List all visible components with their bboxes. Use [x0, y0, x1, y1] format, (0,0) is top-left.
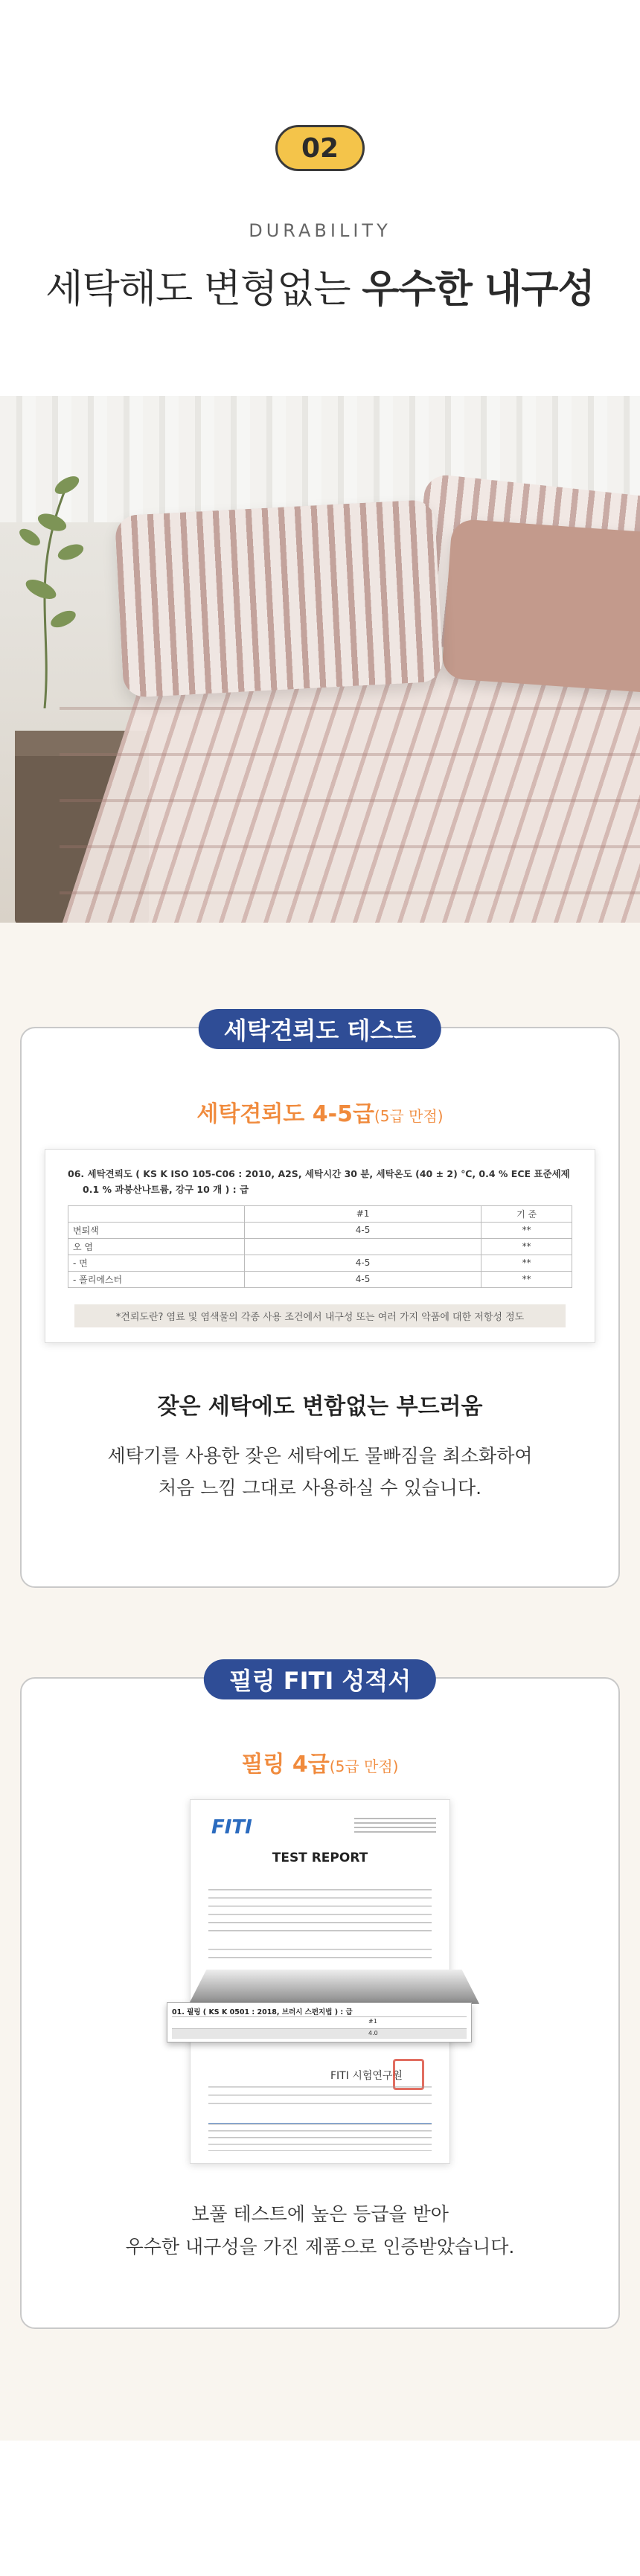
peel-value: 4.0: [368, 2030, 378, 2037]
solid-pillow: [441, 519, 640, 693]
wash-test-body: [22, 1440, 618, 1505]
report-title: TEST REPORT: [272, 1851, 368, 1865]
table-row: [68, 1271, 572, 1287]
peel-value: #1: [368, 2018, 377, 2025]
table-header: 기 준: [481, 1205, 572, 1222]
report-footer: [208, 2123, 432, 2151]
fiti-logo: FITI: [211, 1816, 252, 1839]
report-institute: FITI 시험연구원: [330, 2070, 403, 2082]
section-title-bold: 우수한 내구성: [362, 267, 595, 312]
product-photo: [0, 396, 640, 923]
section-number-badge: 02: [275, 125, 365, 171]
section-title-light: 세탁해도 변형없는: [45, 267, 351, 312]
peel-row: [172, 2028, 467, 2039]
pilling-test-grade-value: 필링 4급: [241, 1752, 330, 1778]
pilling-test-grade-note: (5급 만점): [329, 1758, 399, 1775]
wash-test-grade-value: 세탁견뢰도 4-5급: [196, 1101, 374, 1127]
fiti-test-report: [172, 1799, 450, 2164]
mattress-quilt-lines: [60, 664, 640, 923]
wash-test-body-line-2: 처음 느낌 그대로 사용하실 수 있습니다.: [158, 1477, 482, 1499]
table-cell: **: [481, 1222, 572, 1238]
pilling-test-body: [22, 2198, 618, 2263]
test-section: [0, 923, 640, 2441]
table-row: [68, 1255, 572, 1271]
table-cell: **: [481, 1255, 572, 1271]
table-cell: **: [481, 1271, 572, 1287]
wash-test-pill: 세탁견뢰도 테스트: [199, 1009, 441, 1049]
pilling-test-card: [20, 1667, 620, 2329]
table-header: [68, 1205, 245, 1222]
table-cell: 오 염: [68, 1238, 245, 1255]
wash-test-spec: [68, 1166, 572, 1198]
report-notice-lines: [208, 2086, 432, 2109]
wash-test-grade-note: (5급 만점): [374, 1107, 444, 1125]
wash-test-table: [68, 1205, 572, 1288]
report-peel-callout: [167, 1970, 472, 2047]
table-cell: 4-5: [244, 1255, 481, 1271]
pilling-test-body-line-1: 보풀 테스트에 높은 등급을 받아: [191, 2203, 449, 2225]
gingham-pillow: [115, 499, 444, 698]
table-cell: [244, 1238, 481, 1255]
peel-shadow: [189, 1970, 479, 2004]
wash-test-body-line-1: 세탁기를 사용한 잦은 세탁에도 물빠짐을 최소화하여: [107, 1444, 533, 1467]
section-eyebrow: DURABILITY: [249, 220, 391, 241]
peel-label: 01. 필링 ( KS K 0501 : 2018, 브러시 스펀지법 ) : 급: [172, 2008, 353, 2016]
wash-test-note: *견뢰도란? 염료 및 염색물의 각종 사용 조건에서 내구성 또는 여러 가지 악품에 대한 저항성 정도: [74, 1304, 566, 1327]
table-header-row: [68, 1205, 572, 1222]
wash-test-sheet: [45, 1149, 595, 1343]
pilling-test-grade: [22, 1746, 618, 1778]
table-cell: **: [481, 1238, 572, 1255]
table-row: [68, 1238, 572, 1255]
section-header: [0, 0, 640, 396]
table-cell: 4-5: [244, 1222, 481, 1238]
wash-test-grade: [22, 1095, 618, 1128]
report-seal: [393, 2059, 424, 2090]
pilling-test-pill: 필링 FITI 성적서: [204, 1659, 436, 1699]
peel-row: [172, 2016, 467, 2027]
table-cell: - 면: [68, 1255, 245, 1271]
report-header-text: [354, 1818, 436, 1836]
peel-result-bar: [167, 2002, 472, 2042]
wash-test-card: [20, 1016, 620, 1588]
table-row: [68, 1222, 572, 1238]
report-info-lines: [208, 1889, 432, 1934]
table-cell: 4-5: [244, 1271, 481, 1287]
table-cell: 변퇴색: [68, 1222, 245, 1238]
table-cell: - 폴리에스터: [68, 1271, 245, 1287]
wash-test-spec-line-2: 0.1 % 과붕산나트륨, 강구 10 개 ) : 급: [83, 1184, 249, 1196]
section-title: [0, 257, 640, 313]
table-header: #1: [244, 1205, 481, 1222]
wash-test-subhead: 잦은 세탁에도 변함없는 부드러움: [157, 1393, 483, 1420]
wash-test-spec-line-1: 06. 세탁견뢰도 ( KS K ISO 105-C06 : 2010, A2S, 세탁시간 30 분, 세탁온도 (40 ± 2) ℃, 0.4 % ECE 표준세제: [68, 1168, 570, 1179]
report-result-lines: [208, 1949, 432, 1965]
pilling-test-body-line-2: 우수한 내구성을 가진 제품으로 인증받았습니다.: [125, 2235, 515, 2258]
